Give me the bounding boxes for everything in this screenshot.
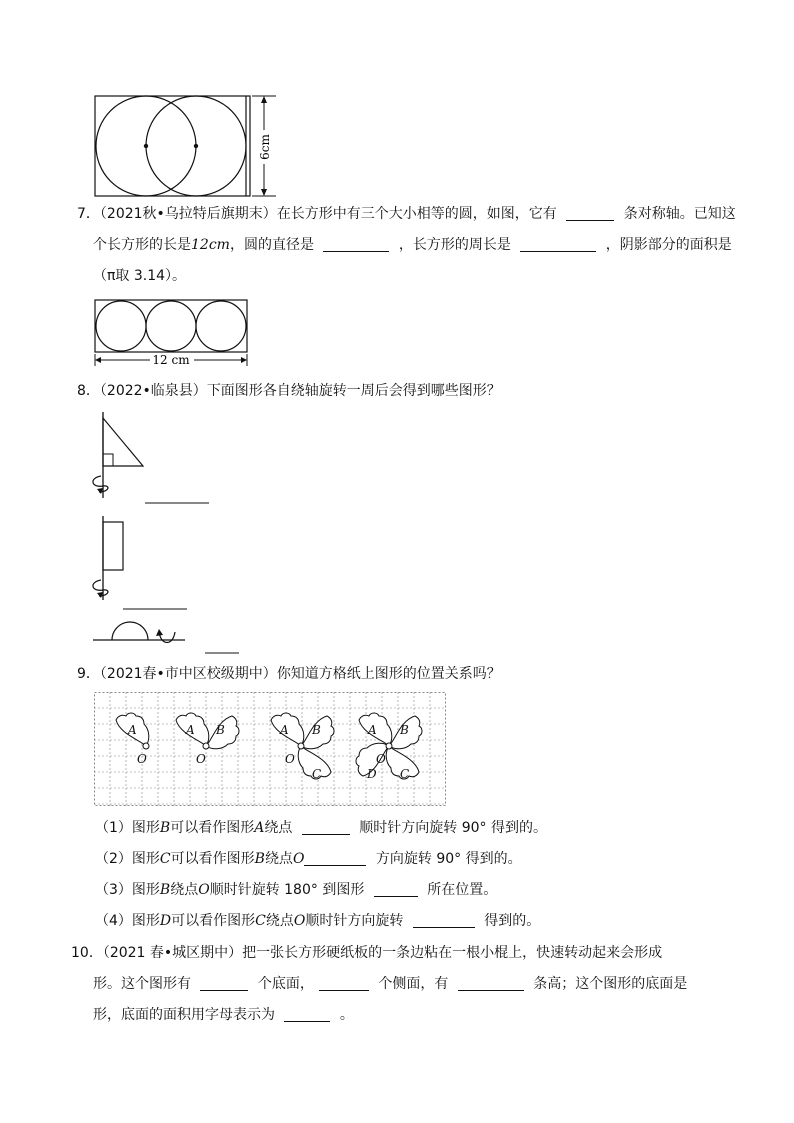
rectangle-rotation-figure [93, 516, 187, 609]
q7-line3: （π取 3.14）。 [93, 268, 187, 284]
grid-label-c: C [400, 767, 410, 781]
q10-blank-bases[interactable] [200, 976, 248, 991]
q10-blank-sides[interactable] [319, 976, 369, 991]
q7-line1: 7．（2021秋•乌拉特后旗期末）在长方形中有三个大小相等的圆，如图，它有 条对称轴。已知这 [77, 206, 736, 222]
q9-source: （2021春•市中区校级期中） [99, 666, 277, 682]
grid-label-a: A [186, 723, 195, 737]
q7-circle-2 [146, 301, 196, 351]
q9-number: 9． [77, 666, 100, 682]
grid-label-d: D [367, 767, 377, 781]
grid-label-o: O [376, 752, 386, 766]
semicircle-rotation-figure [93, 622, 239, 653]
grid-label-a: A [280, 723, 289, 737]
q7-source: （2021秋•乌拉特后旗期末） [99, 206, 277, 222]
height-label: 6cm [258, 134, 272, 160]
q10-number: 10． [71, 945, 103, 961]
semicircle-shape [112, 622, 148, 640]
grid-label-b: B [312, 723, 321, 737]
q7-number: 7． [77, 206, 100, 222]
q8-line: 8．（2022•临泉县）下面图形各自绕轴旋转一周后会得到哪些图形？ [77, 383, 501, 399]
q9-sub2: （2）图形C可以看作图形B绕点O 方向旋转 90° 得到的。 [95, 851, 522, 867]
q7-circle-1 [96, 301, 146, 351]
grid-label-b: B [400, 723, 409, 737]
q8-source: （2022•临泉县） [99, 383, 207, 399]
q7-rectangle [95, 300, 247, 352]
triangle-rotation-figure [93, 412, 209, 503]
center-o-hub [143, 743, 149, 749]
q8-figures [85, 410, 255, 660]
q10-source: （2021 春•城区期中） [102, 945, 243, 961]
rectangle-shape [103, 522, 123, 570]
left-center-dot [144, 144, 148, 148]
right-center-dot [194, 144, 198, 148]
q9-grid-figure [94, 692, 446, 806]
grid-label-o: O [137, 752, 147, 766]
grid-label-c: C [312, 767, 322, 781]
grid-label-b: B [216, 723, 225, 737]
q10-blank-heights[interactable] [458, 976, 524, 991]
q7-blank-axes[interactable] [566, 206, 614, 221]
q7-length-label: 12 cm [152, 353, 190, 367]
grid-label-o: O [285, 752, 295, 766]
q7-blank-diameter[interactable] [323, 237, 389, 252]
center-o-hub [203, 743, 209, 749]
q10-blank-area[interactable] [284, 1007, 330, 1022]
figure-rectangle [95, 96, 250, 196]
q9-blank-3[interactable] [374, 882, 418, 897]
q7-line2: 个长方形的长是12cm，圆的直径是 ，长方形的周长是 ，阴影部分的面积是 [93, 237, 732, 253]
grid-label-a: A [128, 723, 137, 737]
q9-sub3: （3）图形B绕点O顺时针旋转 180° 到图形 所在位置。 [95, 882, 498, 898]
q9-sub1: （1）图形B可以看作图形A绕点 顺时针方向旋转 90° 得到的。 [95, 820, 547, 836]
center-o-hub [386, 743, 392, 749]
q7-blank-perimeter[interactable] [520, 237, 596, 252]
two-circles-figure [90, 90, 290, 202]
grid-label-o: O [196, 752, 206, 766]
grid-label-a: A [368, 723, 377, 737]
right-triangle [103, 418, 143, 466]
q7-circle-3 [196, 301, 246, 351]
q10-line3: 形，底面的面积用字母表示为 。 [93, 1007, 354, 1023]
q9-blank-2[interactable] [304, 851, 366, 866]
q9-line: 9．（2021春•市中区校级期中）你知道方格纸上图形的位置关系吗？ [77, 666, 501, 682]
q9-blank-1[interactable] [302, 820, 350, 835]
three-circles-figure [90, 296, 255, 368]
q9-sub4: （4）图形D可以看作图形C绕点O顺时针方向旋转 得到的。 [95, 913, 541, 929]
q10-line2: 形。这个图形有 个底面， 个侧面，有 条高；这个图形的底面是 [93, 976, 688, 992]
q9-blank-4[interactable] [413, 913, 475, 928]
q8-number: 8． [77, 383, 100, 399]
q10-line1: 10．（2021 春•城区期中）把一张长方形硬纸板的一条边粘在一根小棍上，快速转动起来会形成 [71, 945, 663, 961]
center-o-hub [298, 743, 304, 749]
